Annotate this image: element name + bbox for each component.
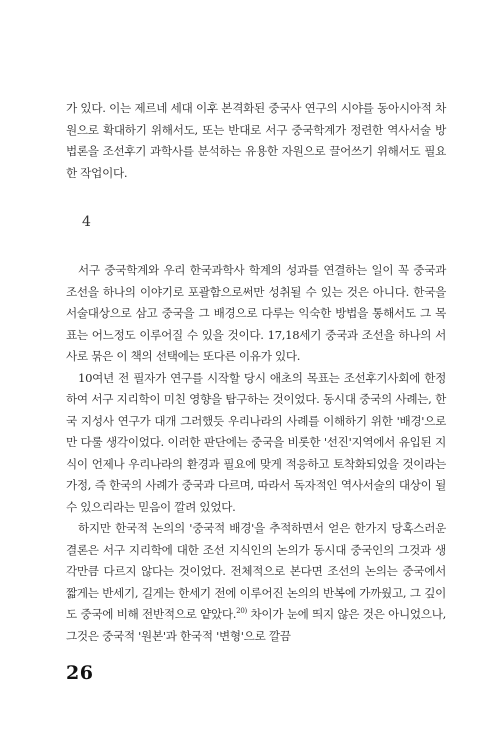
continued-paragraph <box>66 98 446 184</box>
paragraph-3-tail: 차이가 눈에 띄지 않은 것은 아니었으나, 그것은 중국적 '원본'과 한국적 '변형'으로 깔끔 <box>66 607 446 643</box>
paragraph-2: 10여년 전 필자가 연구를 시작할 당시 애초의 목표는 조선후기사회에 한정하여 서구 지리학이 미친 영향을 탐구하는 것이었다. 동시대 중국의 사례는, 한국 지성사 연구가 대개 그러했듯 우리나라의 사례를 이해하기 위한 '배경'으로만 다룰 생각이었다. 이러한 판단에는 중국을 비롯한 '선진'지역에서 유입된 지식이 언제나 우리나라의 환경과 필요에 맞게 적응하고 토착화되었을 것이라는 가정, 즉 한국의 사례가 중국과 다르며, 따라서 독자적인 역사서술의 대상이 될 수 있으리라는 믿음이 깔려 있었다. <box>66 370 446 514</box>
footnote-reference: 20) <box>236 607 247 616</box>
paragraph-1: 서구 중국학계와 우리 한국과학사 학계의 성과를 연결하는 일이 꼭 중국과 조선을 하나의 이야기로 포괄함으로써만 성취될 수 있는 것은 아니다. 한국을 서술대상으로 삼고 중국을 그 배경으로 다루는 익숙한 방법을 통해서도 그 목표는 어느정도 이루어질 수 있을 것이다. 17,18세기 중국과 조선을 하나의 서사로 묶은 이 책의 선택에는 또다른 이유가 있다. <box>66 263 446 363</box>
paragraph: 가 있다. 이는 제르네 세대 이후 본격화된 중국사 연구의 시야를 동아시아적 차원으로 확대하기 위해서도, 또는 반대로 서구 중국학계가 정련한 역사서술 방법론을 조선후기 과학사를 분석하는 유용한 자원으로 끌어쓰기 위해서도 필요한 작업이다. <box>66 101 446 180</box>
section-body <box>66 260 446 647</box>
paragraph-3 <box>66 518 446 647</box>
section-number: 4 <box>82 214 91 230</box>
paragraph-3-text: 하지만 한국적 논의의 '중국적 배경'을 추적하면서 얻은 한가지 당혹스러운 결론은 서구 지리학에 대한 조선 지식인의 논의가 동시대 중국인의 그것과 생각만큼 다르지 않다는 것이었다. 전체적으로 본다면 조선의 논의는 중국에서 짧게는 반세기, 길게는 한세기 전에 이루어진 논의의 반복에 가까웠고, 그 깊이도 중국에 비해 전반적으로 얕았다. <box>66 521 446 621</box>
page-number: 26 <box>66 662 94 684</box>
